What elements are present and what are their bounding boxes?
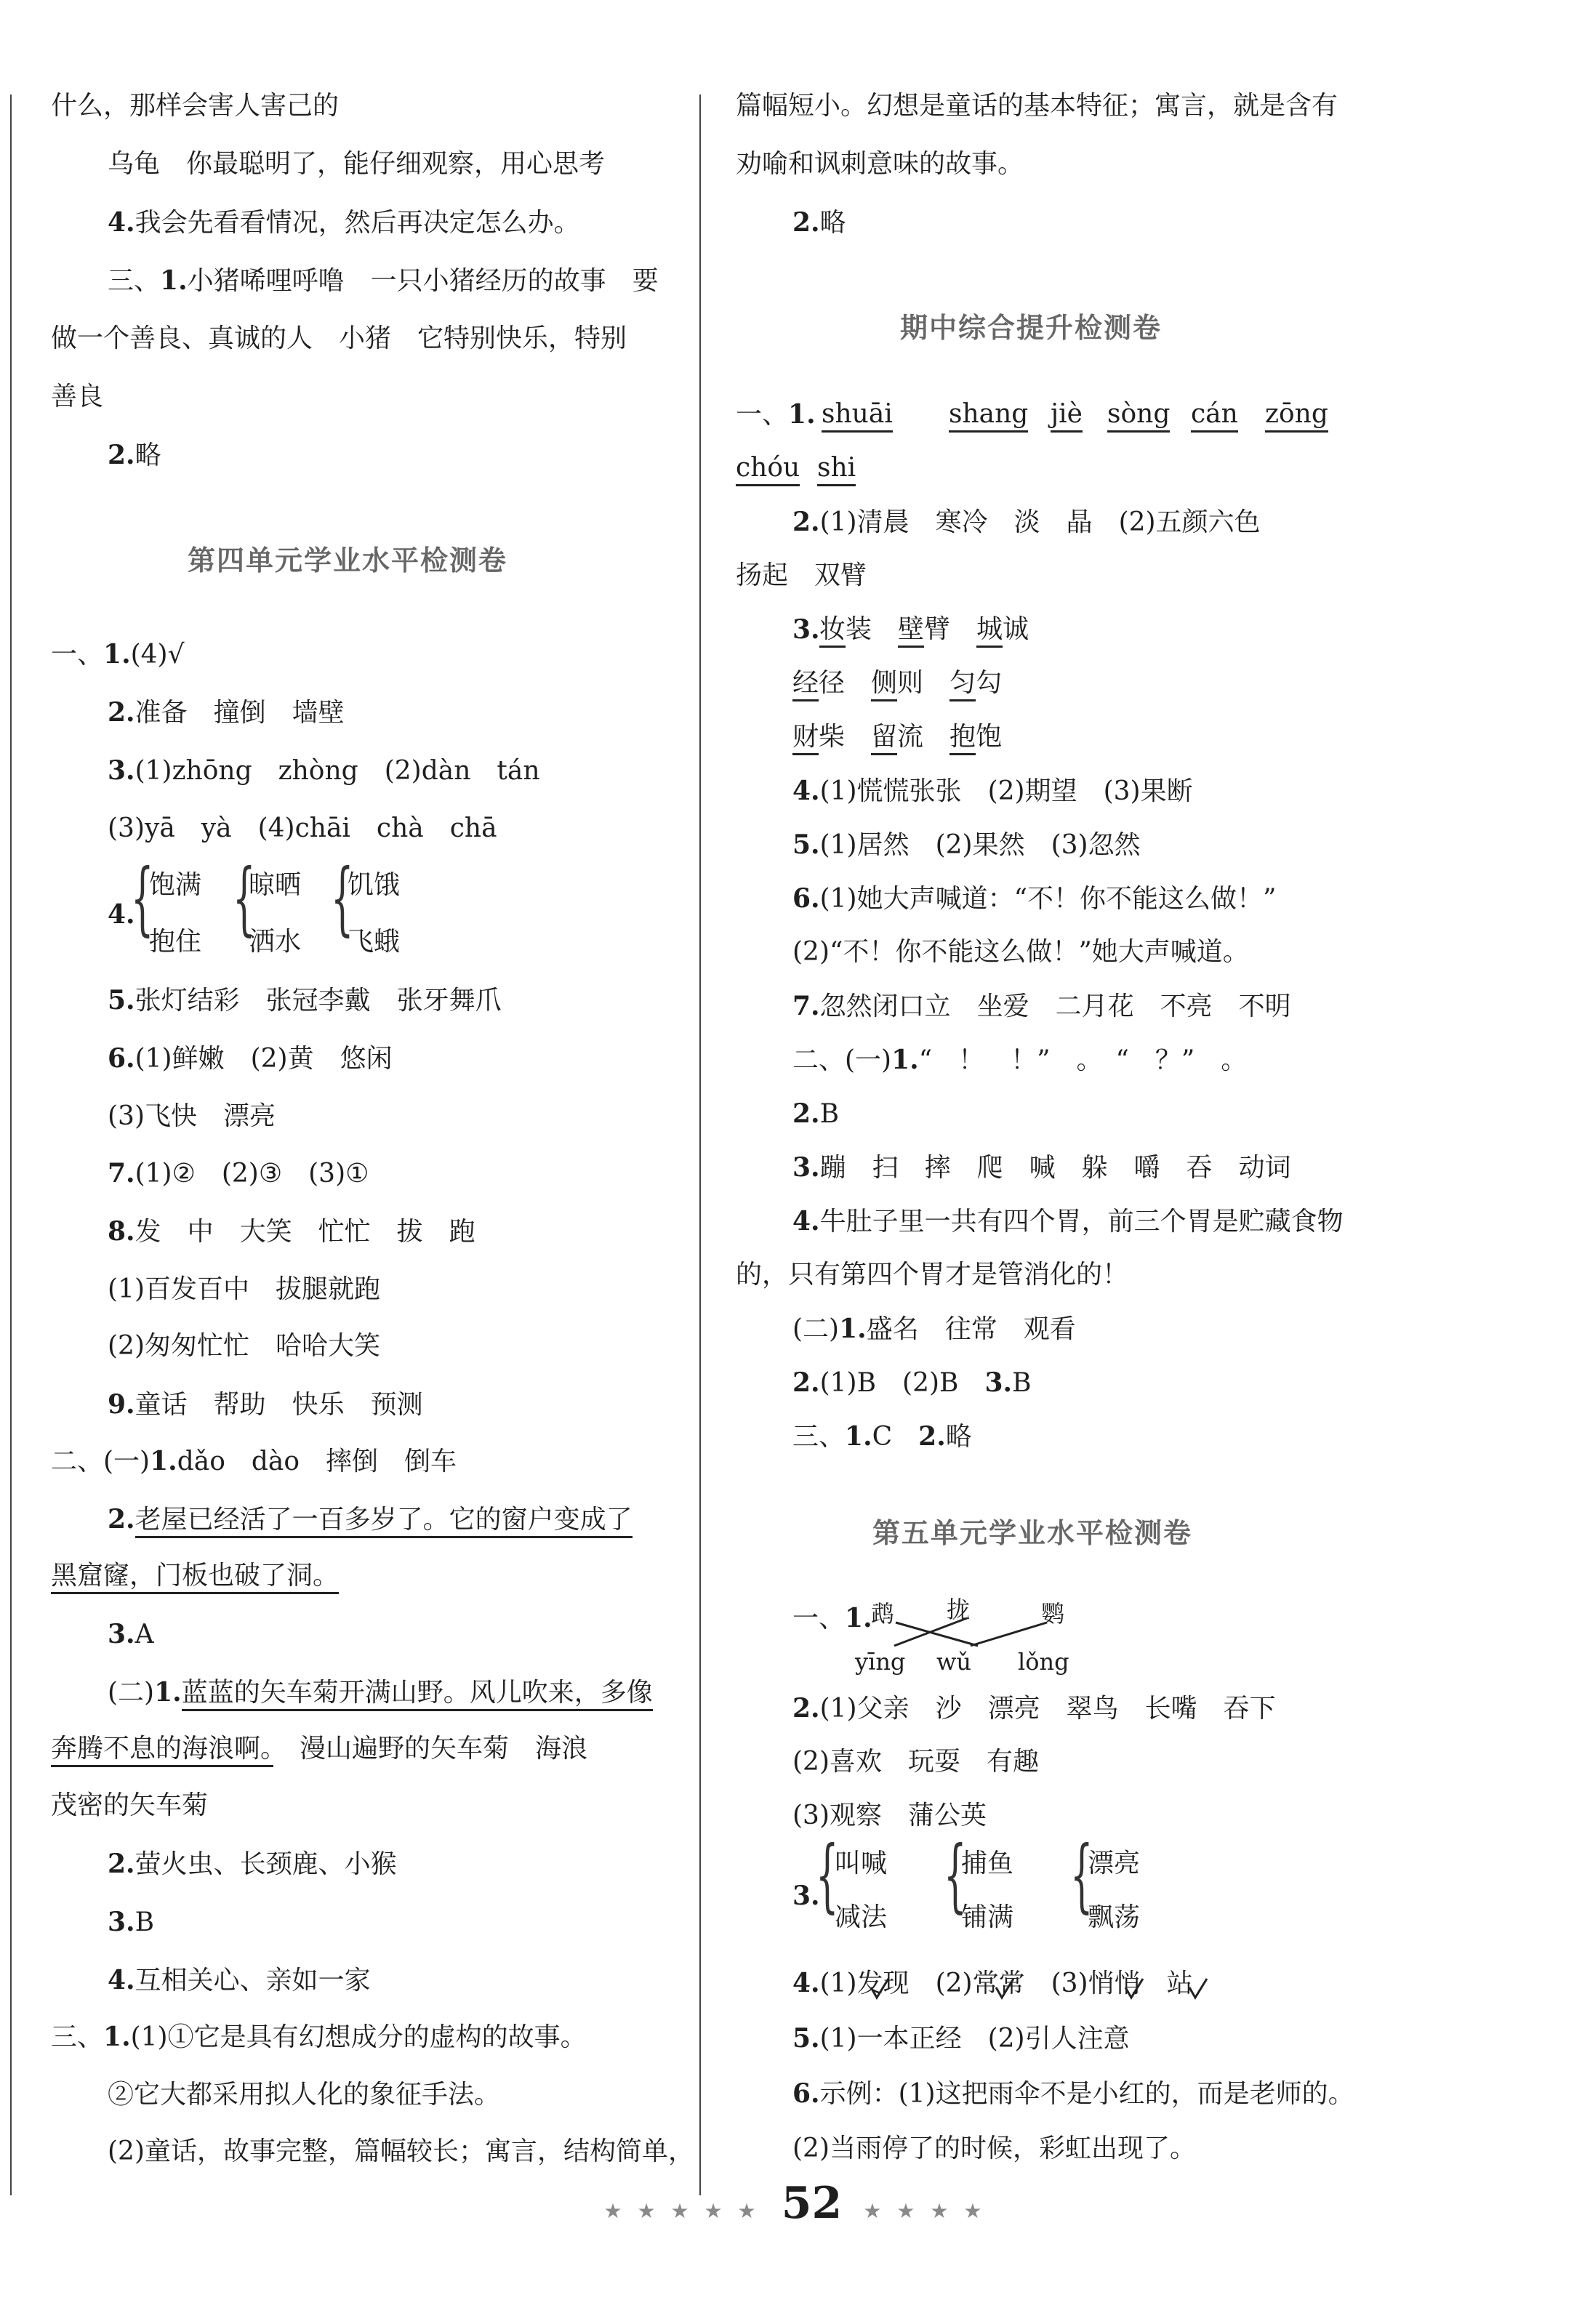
char: 径 (819, 668, 846, 698)
section-label: 二、(一) (792, 1045, 892, 1075)
underlined-char: 侧 (871, 668, 897, 701)
section-label: (二) (792, 1314, 840, 1344)
answer-text: A (134, 1620, 154, 1649)
item-number: 1. (103, 639, 131, 670)
section-label: 一、 (51, 640, 104, 670)
brace-icon: { (131, 851, 154, 944)
text-line: 的，只有第四个胃才是管消化的！ (736, 1260, 1129, 1290)
item-number: 7. (792, 991, 820, 1021)
underlined-char: 妆 (819, 614, 846, 648)
text-line: (2)“不！你不能这么做！”她大声喊道。 (792, 937, 1249, 967)
item-number: 6. (108, 1043, 135, 1074)
answer-text: B (134, 1907, 155, 1937)
underlined-answer: 老屋已经活了一百多岁了。它的窗户变成了 (135, 1505, 633, 1538)
star-icon: ★ ★ ★ ★ ★ (603, 2199, 760, 2223)
underlined-char: 城 (976, 614, 1003, 648)
pinyin-word: zōng (1265, 399, 1328, 433)
text-line (792, 2021, 1130, 2056)
item-number: 2. (108, 1504, 135, 1535)
text-line: (2)童话，故事完整，篇幅较长；寓言，结构简单， (108, 2136, 694, 2166)
item-number: 1. (845, 1603, 872, 1633)
brace-icon: { (331, 851, 354, 944)
text-line: (3)yā yà (4)chāi chà chā (108, 813, 497, 843)
word-group-item: 饥饿 (348, 870, 401, 900)
item-number: 3. (792, 614, 820, 645)
underlined-answer: 蓝蓝的矢车菊开满山野。风儿吹来，多像 (182, 1678, 653, 1711)
item-number: 4. (108, 899, 135, 930)
pinyin-word: chóu (736, 453, 800, 486)
pinyin-word: shang (949, 399, 1028, 433)
answer-text: 略 (945, 1422, 972, 1452)
text-line: 什么，那样会害人害己的 (51, 91, 340, 121)
answer-text: (4)√ (130, 640, 185, 670)
item-number: 4. (792, 1968, 820, 1998)
char: 臂 (924, 614, 951, 644)
word-group-item: 飘荡 (1088, 1902, 1141, 1932)
answer-text: 蹦 扫 摔 爬 喊 躲 嚼 吞 动词 (819, 1153, 1291, 1183)
word-group-item: 洒水 (249, 927, 302, 957)
item-number: 2. (108, 1849, 135, 1879)
match-pinyin: yīng (855, 1648, 906, 1676)
pinyin-word: jiè (1051, 399, 1083, 433)
text-line: ②它大都采用拟人化的象征手法。 (108, 2080, 501, 2110)
item-number: 1. (845, 1421, 872, 1452)
answer-text: 我会先看看情况，然后再决定怎么办。 (134, 208, 580, 238)
match-char: 拢 (947, 1596, 971, 1623)
brace-icon: { (816, 1828, 839, 1921)
underlined-char: 匀 (949, 668, 976, 701)
brace-icon: { (944, 1828, 967, 1921)
item-number: 2. (792, 1098, 820, 1129)
item-number: 2. (792, 1367, 820, 1398)
text-line: (2)当雨停了的时候，彩虹出现了。 (792, 2134, 1196, 2163)
section-title: 第四单元学业水平检测卷 (188, 544, 508, 576)
answer-text: 略 (819, 208, 846, 238)
section-label: 一、 (736, 400, 789, 430)
text-line: (3)观察 蒲公英 (792, 1801, 987, 1830)
section-label: (二) (108, 1678, 155, 1708)
answer-text: (1)一本正经 (2)引人注意 (819, 2024, 1130, 2054)
match-char: 鹉 (871, 1600, 895, 1628)
answer-text: (1)B (2)B (819, 1368, 985, 1398)
text-line: (2)喜欢 玩耍 有趣 (792, 1747, 1039, 1777)
section-label: 三、 (108, 266, 161, 296)
word-group-item: 叫喊 (835, 1849, 888, 1878)
char: 流 (897, 722, 924, 752)
match-pinyin: lǒng (1018, 1648, 1069, 1676)
item-number: 1. (150, 1446, 177, 1476)
word-group-item: 晾晒 (249, 870, 302, 900)
text-line: 乌龟 你最聪明了，能仔细观察，用心思考 (108, 149, 606, 179)
text-line (792, 2076, 1354, 2112)
word-group-item: 漂亮 (1088, 1849, 1141, 1878)
char: 诚 (1003, 614, 1029, 644)
item-number: 5. (792, 829, 820, 860)
text-line: 善良 (51, 382, 104, 411)
text-line: 做一个善良、真诚的人 小猪 它特别快乐，特别 (51, 323, 627, 353)
item-number: 2. (792, 507, 820, 537)
pinyin-word: shuāi (822, 399, 893, 433)
answer-text: 张灯结彩 张冠李戴 张牙舞爪 (134, 986, 502, 1016)
word-group-item: 饱满 (149, 870, 202, 900)
answer-text: B (819, 1099, 840, 1129)
underlined-char: 财 (792, 722, 819, 755)
item-number: 6. (792, 2078, 820, 2109)
answer-text: 准备 撞倒 墙壁 (134, 698, 345, 728)
answer-text: 萤火虫、长颈鹿、小猴 (134, 1849, 397, 1879)
item-number: 4. (792, 1206, 820, 1237)
answer-text: 忽然闭口立 坐爱 二月花 不亮 不明 (819, 992, 1291, 1021)
item-number: 2. (792, 1693, 820, 1724)
text-line: 扬起 双臂 (736, 560, 867, 590)
brace-icon: { (233, 851, 256, 944)
answer-text: “ ！ ！” 。 “ ？” 。 (918, 1045, 1248, 1075)
item-number: 5. (108, 985, 135, 1016)
word-group-item: 抱住 (149, 927, 202, 957)
answer-text: C (872, 1422, 919, 1452)
underlined-char: 留 (871, 722, 897, 755)
answer-text: 盛名 往常 观看 (866, 1314, 1076, 1344)
page-footer (0, 2178, 1590, 2229)
text-line: 篇幅短小。幻想是童话的基本特征；寓言，就是含有 (736, 91, 1338, 121)
char: 柴 (819, 722, 846, 752)
item-number: 7. (108, 1158, 135, 1189)
answer-text: 小猪唏哩呼噜 一只小猪经历的故事 要 (187, 266, 659, 296)
pinyin-word: shi (817, 453, 856, 486)
text-line: (3)飞快 漂亮 (108, 1101, 276, 1131)
answer-text: (1)父亲 沙 漂亮 翠鸟 长嘴 吞下 (819, 1694, 1276, 1724)
item-number: 1. (160, 265, 188, 296)
item-number: 4. (108, 207, 135, 238)
text-line: 劝喻和讽刺意味的故事。 (736, 149, 1024, 179)
brace-icon: { (1070, 1828, 1093, 1921)
word-group-item: 捕鱼 (961, 1849, 1014, 1878)
item-number: 3. (792, 1152, 820, 1183)
section-label: 二、(一) (51, 1447, 150, 1476)
item-number: 1. (154, 1677, 182, 1708)
answer-text: (1)清晨 寒冷 淡 晶 (2)五颜六色 (819, 507, 1261, 537)
word-group-item: 减法 (835, 1902, 888, 1932)
star-icon: ★ ★ ★ ★ (863, 2199, 987, 2223)
item-number: 3. (984, 1367, 1013, 1398)
answer-text: 互相关心、亲如一家 (134, 1966, 371, 1995)
answer-text: (1)居然 (2)果然 (3)忽然 (819, 830, 1141, 860)
item-number: 1. (891, 1045, 919, 1075)
word-group-item: 铺满 (961, 1902, 1014, 1932)
answer-text: (1)慌慌张张 (2)期望 (3)果断 (819, 776, 1193, 806)
pinyin-word: sòng (1107, 399, 1170, 433)
char: 饱 (976, 722, 1003, 752)
section-label: 一、 (792, 1604, 846, 1633)
underlined-answer: 奔腾不息的海浪啊。 (51, 1734, 273, 1767)
section-label: 三、 (51, 2022, 104, 2052)
section-title: 第五单元学业水平检测卷 (872, 1517, 1193, 1549)
answer-text: 牛肚子里一共有四个胃，前三个胃是贮藏食物 (819, 1207, 1344, 1237)
item-number: 2. (792, 207, 820, 238)
char: 装 (846, 614, 872, 644)
text-line: 茂密的矢车菊 (51, 1790, 209, 1820)
answer-text: (1)发现 (2)常常 (3)悄悄 站 (819, 1969, 1193, 1998)
item-number: 2. (108, 697, 135, 728)
item-number: 2. (918, 1421, 946, 1452)
item-number: 5. (792, 2023, 820, 2054)
answer-text: B (1012, 1368, 1032, 1398)
underlined-char: 经 (792, 668, 819, 701)
match-pinyin: wǔ (936, 1648, 971, 1676)
underlined-char: 壁 (898, 614, 924, 648)
text-line: (2)匆匆忙忙 哈哈大笑 (108, 1331, 380, 1361)
item-number: 3. (108, 755, 135, 786)
char: 则 (897, 668, 924, 698)
answer-text: (1)② (2)③ (3)① (134, 1159, 369, 1189)
item-number: 1. (788, 399, 816, 430)
item-number: 2. (108, 440, 135, 470)
underlined-char: 抱 (949, 722, 976, 755)
item-number: 8. (108, 1216, 135, 1247)
answer-text: dǎo dào 摔倒 倒车 (177, 1447, 457, 1476)
text-line: (1)百发百中 拔腿就跑 (108, 1274, 380, 1304)
section-label: 三、 (792, 1422, 846, 1452)
answer-text: 示例：(1)这把雨伞不是小红的，而是老师的。 (819, 2079, 1354, 2109)
answer-text: 童话 帮助 快乐 预测 (134, 1390, 423, 1420)
answer-text: (1)她大声喊道：“不！你不能这么做！” (819, 884, 1277, 914)
item-number: 6. (792, 883, 820, 914)
answer-text: (1)鲜嫩 (2)黄 悠闲 (134, 1044, 393, 1074)
char: 勾 (976, 668, 1003, 698)
answer-text: 漫山遍野的矢车菊 海浪 (273, 1734, 588, 1764)
item-number: 4. (792, 776, 820, 806)
answer-text: (1)zhōng zhòng (2)dàn tán (134, 756, 540, 786)
answer-text: 略 (134, 441, 161, 470)
section-title: 期中综合提升检测卷 (900, 312, 1163, 344)
item-number: 4. (108, 1965, 135, 1995)
item-number: 3. (108, 1907, 135, 1937)
word-group-item: 飞蛾 (348, 927, 401, 957)
match-char: 鹦 (1041, 1600, 1065, 1628)
pinyin-word: cán (1191, 399, 1238, 433)
item-number: 1. (839, 1314, 867, 1344)
answer-text: 发 中 大笑 忙忙 拔 跑 (134, 1217, 475, 1247)
underlined-answer: 黑窟窿，门板也破了洞。 (51, 1561, 339, 1594)
item-number: 9. (108, 1389, 135, 1420)
answer-text: (1)①它是具有幻想成分的虚构的故事。 (130, 2022, 587, 2052)
item-number: 1. (103, 2022, 131, 2052)
page-number: 52 (781, 2178, 843, 2229)
item-number: 3. (792, 1881, 820, 1911)
item-number: 3. (108, 1619, 135, 1649)
